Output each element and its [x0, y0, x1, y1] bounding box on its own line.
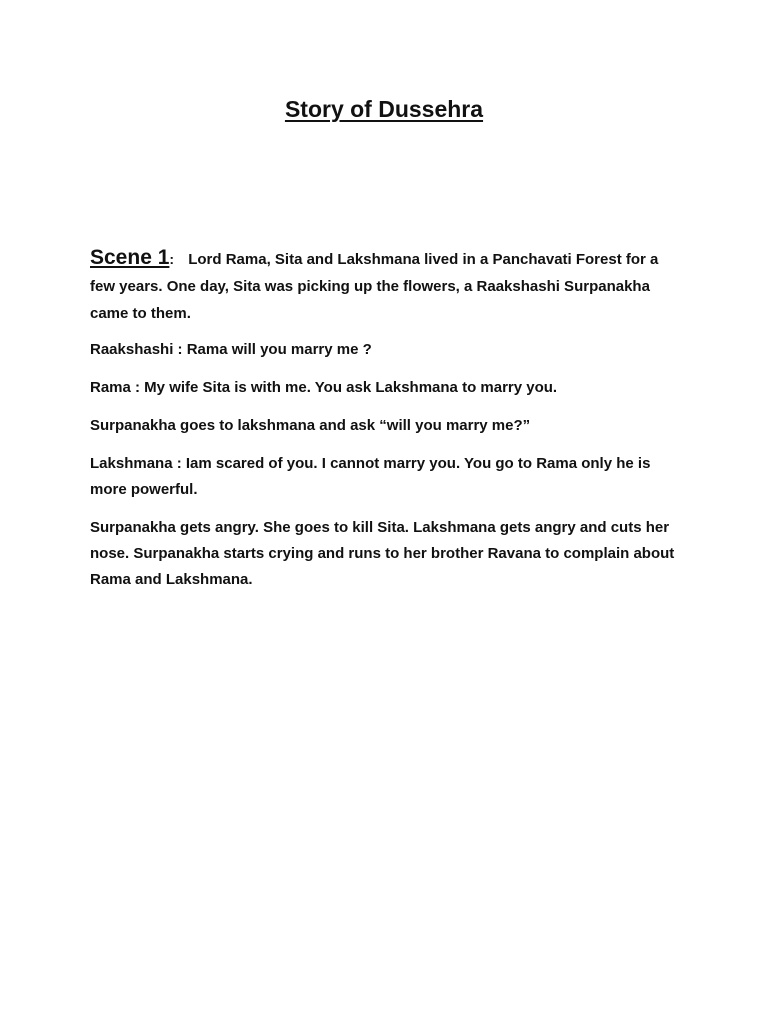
- scene-colon: :: [169, 251, 175, 267]
- scene-paragraph: [90, 244, 680, 327]
- story-body: [90, 244, 680, 605]
- narration-surpanakha-angry: Surpanakha gets angry. She goes to kill Sita. Lakshmana gets angry and cuts her nose. Surpanakha starts crying and runs to her brother Ravana to complain about Rama and Lakshmana.: [90, 519, 675, 588]
- scene-label: Scene 1: [90, 246, 170, 269]
- dialogue-lakshmana: Lakshmana : Iam scared of you. I cannot marry you. You go to Rama only he is more powerful.: [90, 455, 651, 498]
- narration-surpanakha-asks: Surpanakha goes to lakshmana and ask “will you marry me?”: [90, 417, 531, 434]
- page-title: Story of Dussehra: [284, 96, 484, 122]
- dialogue-raakshashi: Raakshashi : Rama will you marry me ?: [90, 341, 372, 358]
- scene-text: Lord Rama, Sita and Lakshmana lived in a Panchavati Forest for a few years. One day, Sita was picking up the flowers, a Raakshashi Surpanakha came to them.: [90, 251, 659, 322]
- dialogue-rama: Rama : My wife Sita is with me. You ask Lakshmana to marry you.: [90, 379, 558, 396]
